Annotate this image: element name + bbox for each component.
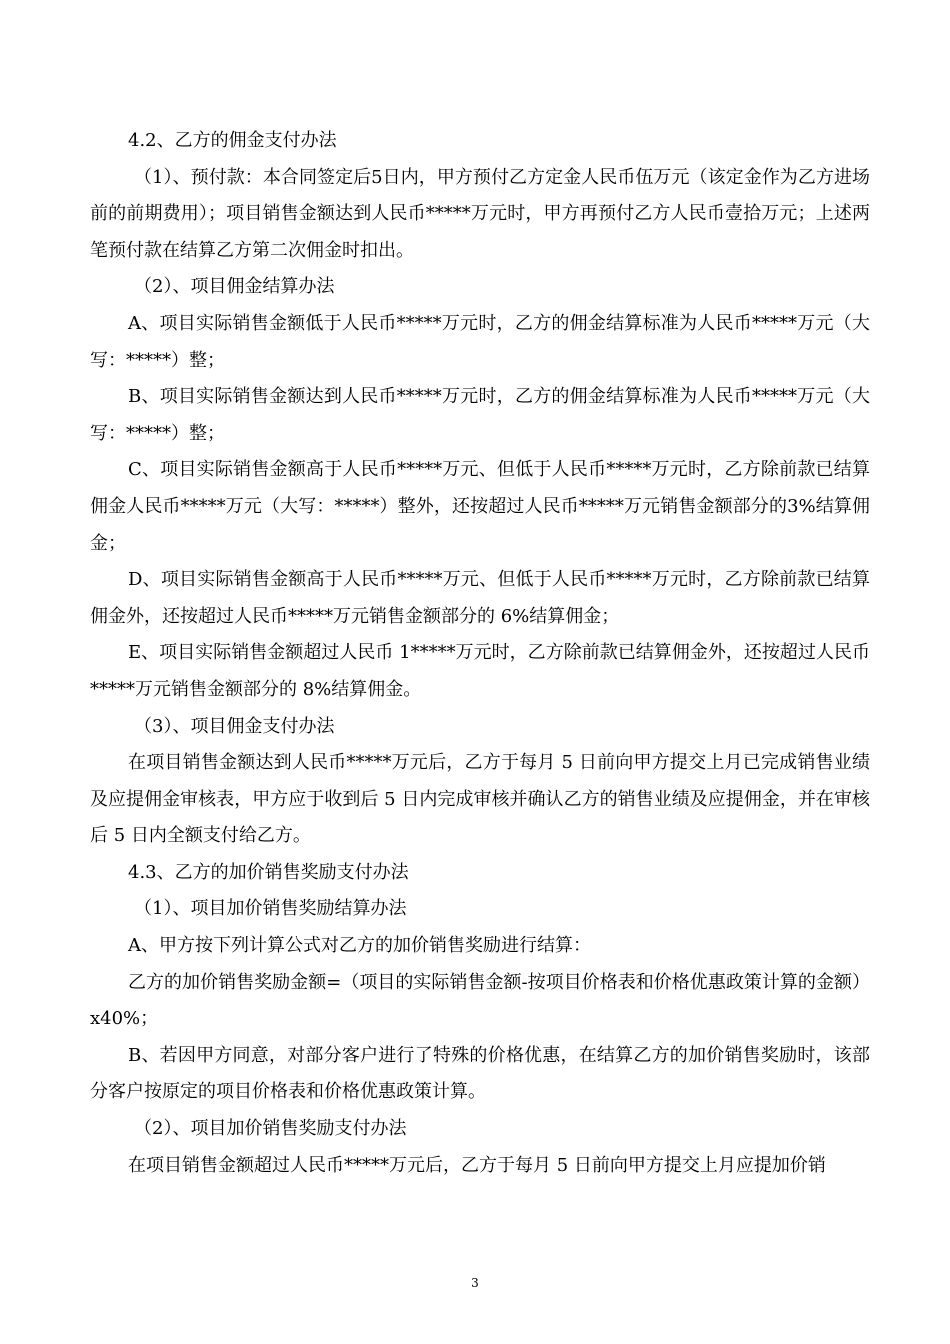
section-heading-4-2: 4.2、乙方的佣金支付办法 bbox=[128, 130, 337, 151]
section-heading-4-3: 4.3、乙方的加价销售奖励支付办法 bbox=[128, 861, 409, 883]
page-number: 3 bbox=[471, 1276, 479, 1290]
clause-advance-payment: （1）、预付款：本合同签定后5日内，甲方预付乙方定金人民币伍万元（该定金作为乙方进场前的前期费用）；项目销售金额达到人民币*****万元时，甲方再预付乙方人民币壹拾万元；上述两笔预付款在结算乙方第二次佣金时扣出。 bbox=[90, 166, 870, 261]
clause-c: C、项目实际销售金额高于人民币*****万元、但低于人民币*****万元时，乙方除前款已结算佣金人民币*****万元（大写：*****）整外，还按超过人民币*****万元销售金额部分的3%结算佣金； bbox=[90, 459, 870, 554]
clause-b: B、项目实际销售金额达到人民币*****万元时，乙方的佣金结算标准为人民币*****万元（大写：*****）整； bbox=[90, 386, 870, 444]
clause-bonus-b: B、若因甲方同意，对部分客户进行了特殊的价格优惠，在结算乙方的加价销售奖励时，该部分客户按原定的项目价格表和价格优惠政策计算。 bbox=[90, 1044, 870, 1103]
clause-commission-payment: 在项目销售金额达到人民币*****万元后，乙方于每月 5 日前向甲方提交上月已完成销售业绩及应提佣金审核表，甲方应于收到后 5 日内完成审核并确认乙方的销售业绩及应提佣金，并在审核后 5 日内全额支付给乙方。 bbox=[90, 752, 870, 847]
clause-a: A、项目实际销售金额低于人民币*****万元时，乙方的佣金结算标准为人民币*****万元（大写：*****）整； bbox=[90, 312, 870, 371]
clause-e: E、项目实际销售金额超过人民币 1*****万元时，乙方除前款已结算佣金外，还按超过人民币*****万元销售金额部分的 8%结算佣金。 bbox=[90, 642, 870, 700]
document-body bbox=[90, 123, 870, 1184]
subheading-commission-settlement: （2）、项目佣金结算办法 bbox=[134, 276, 335, 298]
subheading-commission-payment: （3）、项目佣金支付办法 bbox=[134, 715, 335, 737]
clause-d: D、项目实际销售金额高于人民币*****万元、但低于人民币*****万元时，乙方除前款已结算佣金外，还按超过人民币*****万元销售金额部分的 6%结算佣金； bbox=[90, 569, 870, 627]
subheading-bonus-settlement: （1）、项目加价销售奖励结算办法 bbox=[134, 898, 407, 920]
subheading-bonus-payment: （2）、项目加价销售奖励支付办法 bbox=[134, 1118, 407, 1140]
clause-bonus-payment: 在项目销售金额超过人民币*****万元后，乙方于每月 5 日前向甲方提交上月应提加价销 bbox=[128, 1154, 826, 1176]
clause-bonus-formula: 乙方的加价销售奖励金额=（项目的实际销售金额-按项目价格表和价格优惠政策计算的金额）x40%； bbox=[90, 971, 870, 1030]
clause-bonus-a: A、甲方按下列计算公式对乙方的加价销售奖励进行结算： bbox=[128, 935, 591, 957]
